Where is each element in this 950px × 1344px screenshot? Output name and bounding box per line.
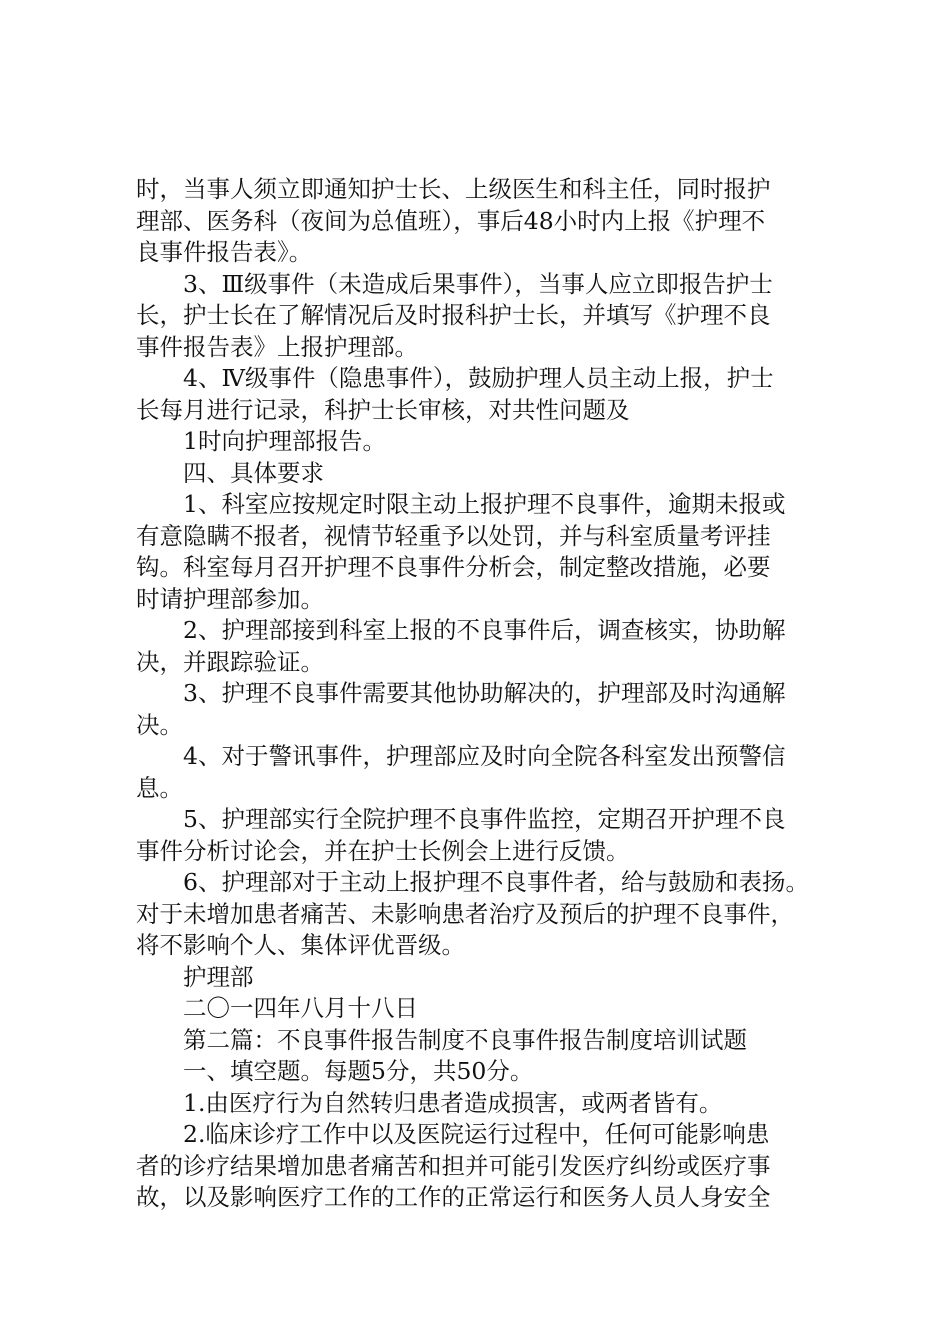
text-line: 2、护理部接到科室上报的不良事件后，调查核实，协助解 bbox=[183, 616, 786, 644]
text-line: 1、科室应按规定时限主动上报护理不良事件，逾期未报或 bbox=[183, 490, 786, 518]
text-line: 事件报告表》上报护理部。 bbox=[136, 332, 418, 361]
signature-department: 护理部 bbox=[183, 962, 254, 991]
text-line: 决。 bbox=[136, 710, 183, 739]
text-line: 2.临床诊疗工作中以及医院运行过程中，任何可能影响患 bbox=[183, 1120, 770, 1148]
text-line: 钩。科室每月召开护理不良事件分析会，制定整改措施，必要 bbox=[136, 553, 771, 581]
text-line: 3、Ⅲ级事件（未造成后果事件），当事人应立即报告护士 bbox=[183, 269, 773, 298]
text-line: 息。 bbox=[136, 773, 183, 802]
text-line: 长每月进行记录，科护士长审核，对共性问题及 bbox=[136, 395, 630, 424]
text-line: 将不影响个人、集体评优晋级。 bbox=[136, 931, 465, 959]
section-heading: 四、具体要求 bbox=[183, 458, 324, 487]
text-line: 4、对于警讯事件，护理部应及时向全院各科室发出预警信 bbox=[183, 742, 786, 770]
text-line: 时请护理部参加。 bbox=[136, 584, 324, 613]
document-page bbox=[136, 174, 836, 1214]
text-line: 事件分析讨论会，并在护士长例会上进行反馈。 bbox=[136, 836, 630, 865]
text-line: 决，并跟踪验证。 bbox=[136, 647, 324, 676]
text-line: 时，当事人须立即通知护士长、上级医生和科主任，同时报护 bbox=[136, 175, 771, 203]
text-line: 故，以及影响医疗工作的工作的正常运行和医务人员人身安全 bbox=[136, 1183, 771, 1211]
text-line: 良事件报告表》。 bbox=[136, 238, 313, 266]
text-line: 理部、医务科（夜间为总值班），事后48小时内上报《护理不 bbox=[136, 206, 766, 235]
text-line: 1时向护理部报告。 bbox=[183, 427, 386, 455]
text-line: 5、护理部实行全院护理不良事件监控，定期召开护理不良 bbox=[183, 805, 786, 833]
text-line: 者的诊疗结果增加患者痛苦和担并可能引发医疗纠纷或医疗事 bbox=[136, 1151, 771, 1180]
text-line: 长，护士长在了解情况后及时报科护士长，并填写《护理不良 bbox=[136, 301, 771, 329]
chapter-heading: 第二篇：不良事件报告制度不良事件报告制度培训试题 bbox=[183, 1025, 747, 1054]
text-line: 对于未增加患者痛苦、未影响患者治疗及预后的护理不良事件， bbox=[136, 899, 794, 928]
text-line: 6、护理部对于主动上报护理不良事件者，给与鼓励和表扬。 bbox=[183, 868, 809, 896]
text-line: 3、护理不良事件需要其他协助解决的，护理部及时沟通解 bbox=[183, 679, 786, 707]
signature-date: 二〇一四年八月十八日 bbox=[183, 994, 418, 1022]
text-line: 4、Ⅳ级事件（隐患事件），鼓励护理人员主动上报，护士 bbox=[183, 364, 774, 392]
section-heading: 一、填空题。每题5分，共50分。 bbox=[183, 1057, 534, 1085]
text-line: 1.由医疗行为自然转归患者造成损害，或两者皆有。 bbox=[183, 1088, 723, 1117]
text-line: 有意隐瞒不报者，视情节轻重予以处罚，并与科室质量考评挂 bbox=[136, 521, 771, 550]
